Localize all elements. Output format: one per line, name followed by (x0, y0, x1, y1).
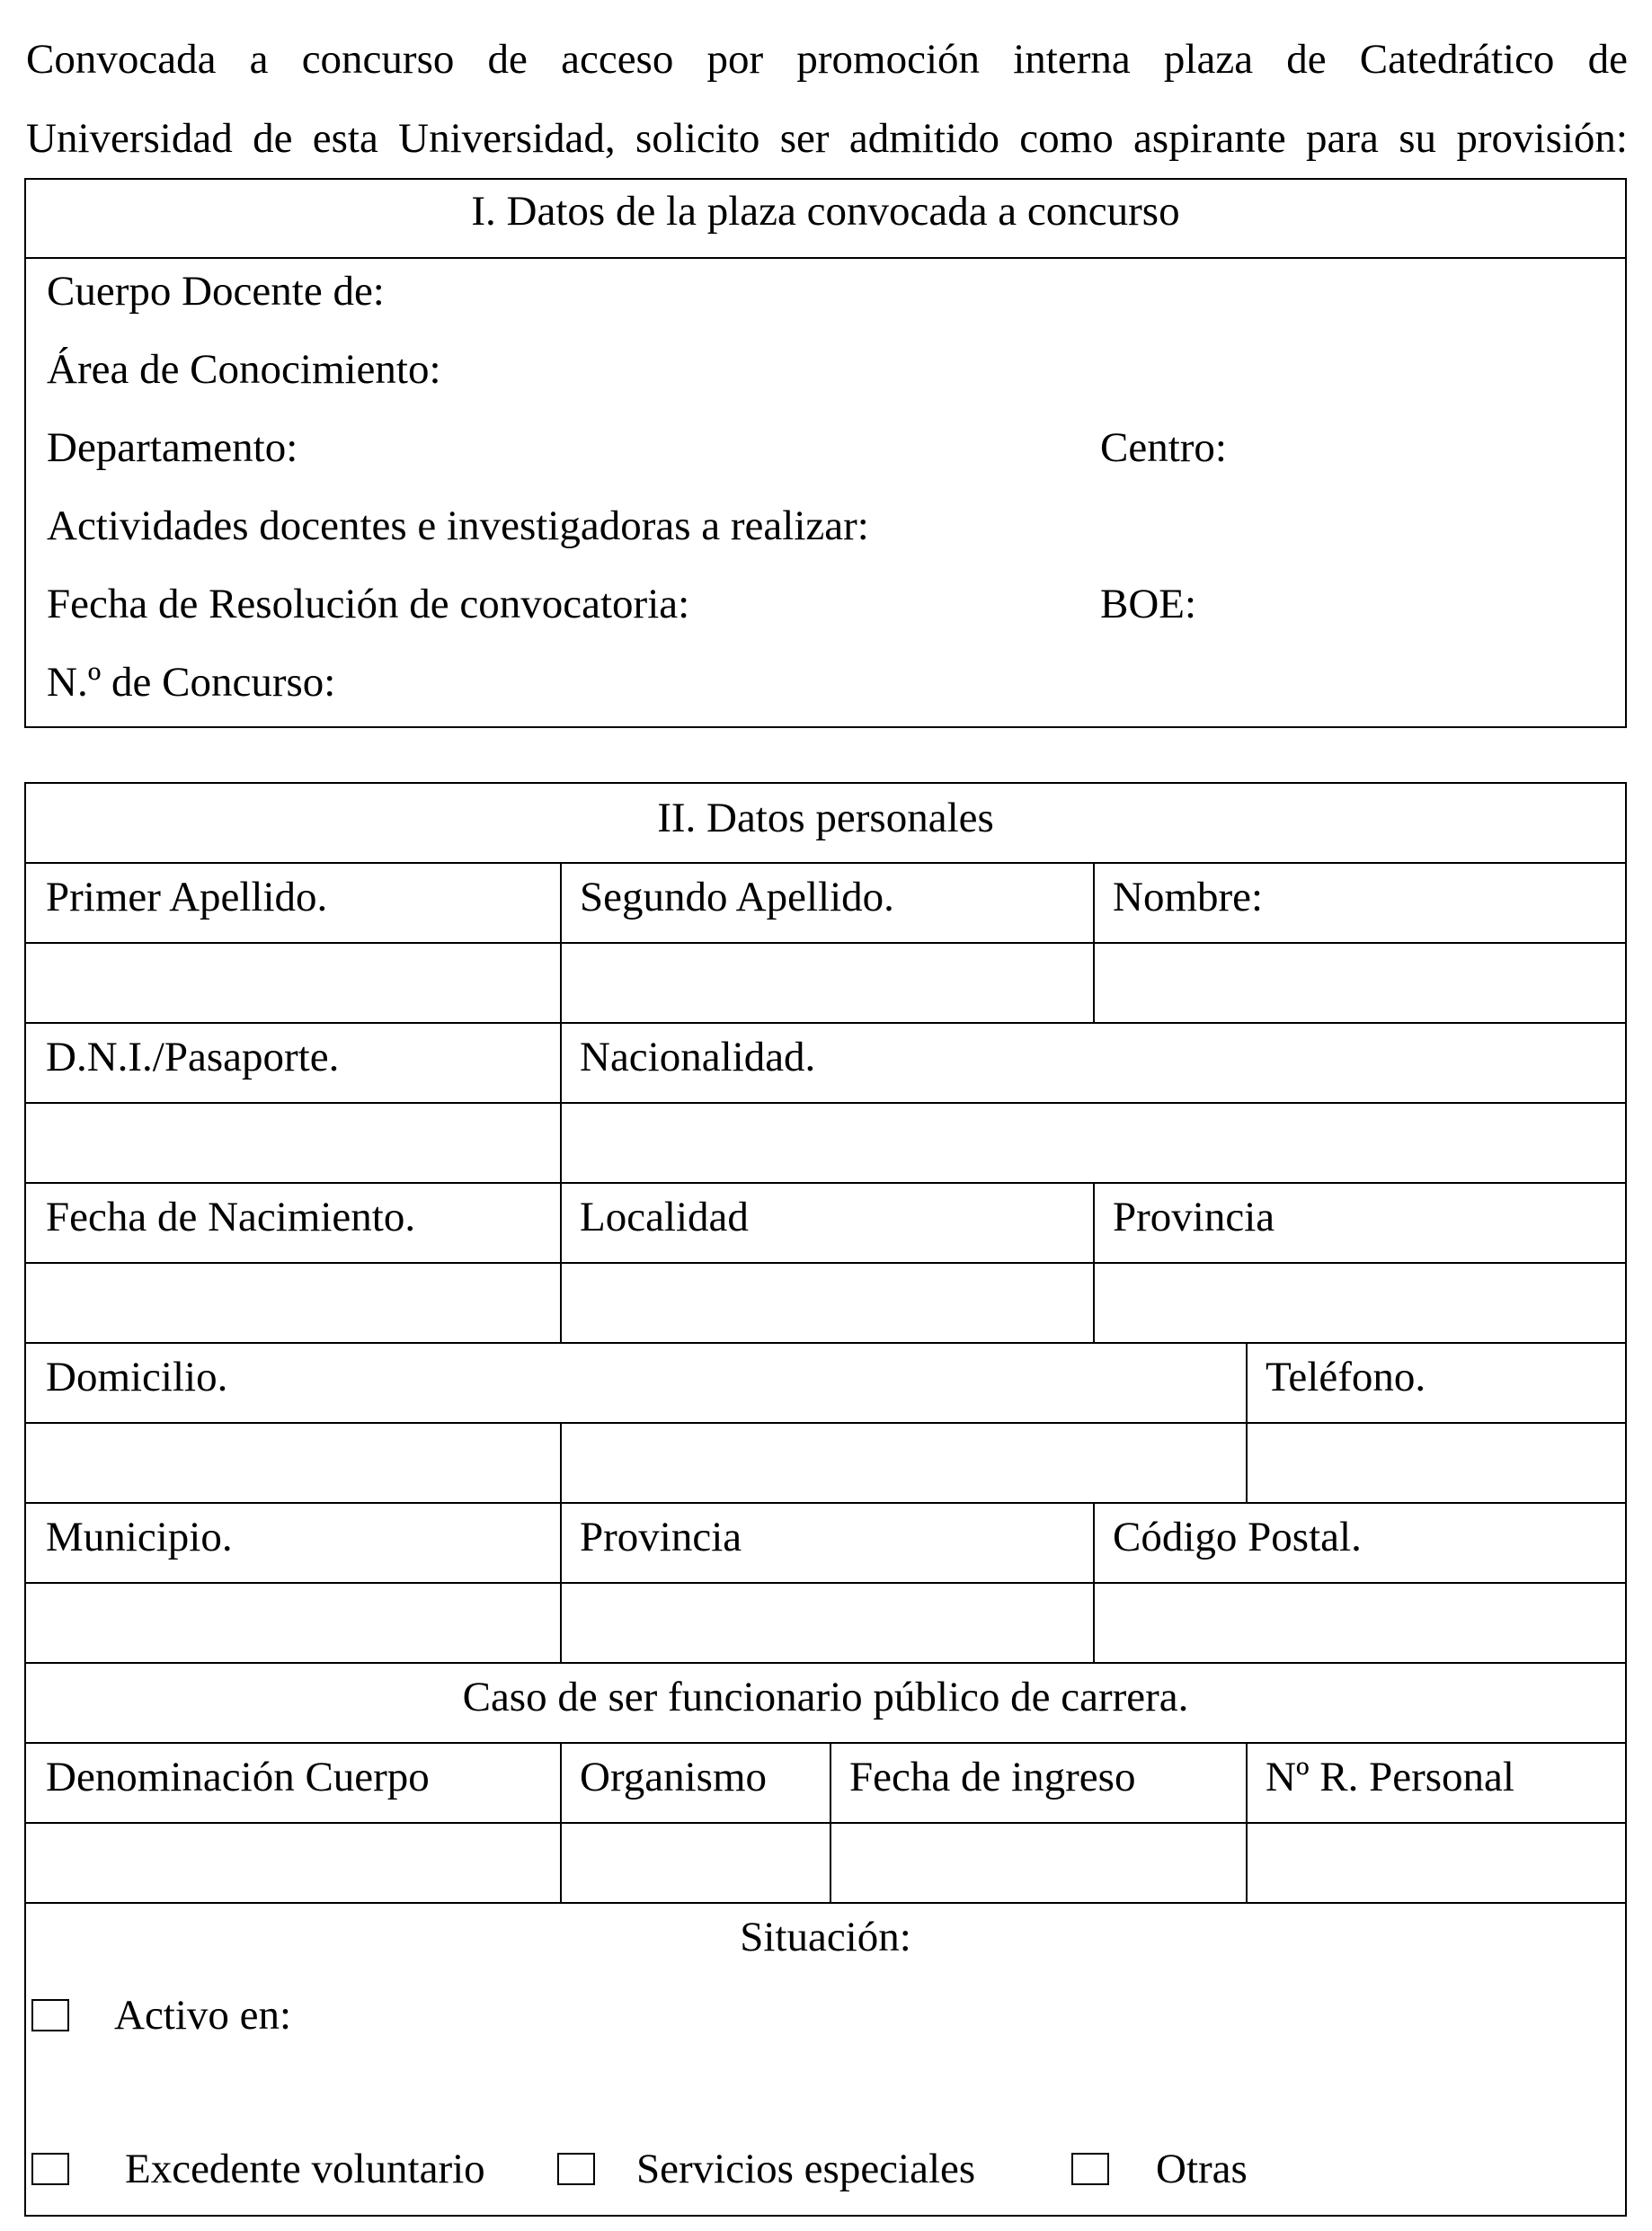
segundo-apellido-field[interactable] (560, 942, 1093, 1022)
telefono-field[interactable] (1246, 1422, 1627, 1502)
telefono-label: Teléfono. (1266, 1354, 1426, 1400)
nacionalidad-label: Nacionalidad. (580, 1034, 816, 1080)
dni-field[interactable] (26, 1102, 560, 1182)
cuerpo-docente-label: Cuerpo Docente de: (47, 268, 385, 315)
nrp-field[interactable] (1246, 1822, 1627, 1902)
denominacion-cuerpo-field[interactable] (26, 1822, 560, 1902)
nombre-label: Nombre: (1113, 874, 1264, 920)
provincia-nacimiento-field[interactable] (1093, 1262, 1627, 1342)
fecha-resolucion-label: Fecha de Resolución de convocatoria: (47, 581, 690, 627)
intro-line-2: Universidad de esta Universidad, solicito ser admitido como aspirante para su provisión: (26, 115, 1628, 162)
section-plaza-box (24, 178, 1627, 728)
situacion-label: Situación: (740, 1914, 911, 1960)
localidad-label: Localidad (580, 1194, 749, 1240)
provincia-domicilio-label: Provincia (580, 1514, 742, 1560)
intro-paragraph (26, 20, 1628, 178)
municipio-field[interactable] (26, 1582, 560, 1662)
departamento-label: Departamento: (47, 424, 298, 471)
activo-checkbox[interactable] (31, 1999, 69, 2031)
servicios-especiales-label: Servicios especiales (636, 2146, 976, 2192)
funcionario-title: Caso de ser funcionario público de carrera. (462, 1674, 1189, 1720)
primer-apellido-field[interactable] (26, 942, 560, 1022)
section-personal-title: II. Datos personales (657, 795, 994, 841)
centro-label: Centro: (1100, 424, 1227, 471)
otras-checkbox[interactable] (1071, 2153, 1109, 2185)
domicilio-field-a[interactable] (26, 1422, 560, 1502)
otras-label: Otras (1156, 2146, 1248, 2192)
domicilio-field-b[interactable] (560, 1422, 1246, 1502)
actividades-label: Actividades docentes e investigadoras a realizar: (47, 502, 869, 549)
excedente-checkbox[interactable] (31, 2153, 69, 2185)
organismo-label: Organismo (580, 1754, 768, 1800)
provincia-nacimiento-label: Provincia (1113, 1194, 1275, 1240)
area-conocimiento-label: Área de Conocimiento: (47, 346, 441, 393)
fecha-nacimiento-field[interactable] (26, 1262, 560, 1342)
fecha-nacimiento-label: Fecha de Nacimiento. (46, 1194, 416, 1240)
dni-label: D.N.I./Pasaporte. (46, 1034, 340, 1080)
fecha-ingreso-label: Fecha de ingreso (849, 1754, 1136, 1800)
servicios-especiales-checkbox[interactable] (557, 2153, 595, 2185)
provincia-domicilio-field[interactable] (560, 1582, 1093, 1662)
localidad-field[interactable] (560, 1262, 1093, 1342)
nombre-field[interactable] (1093, 942, 1627, 1022)
primer-apellido-label: Primer Apellido. (46, 874, 328, 920)
section-plaza-title: I. Datos de la plaza convocada a concurso (26, 180, 1625, 259)
nacionalidad-field[interactable] (560, 1102, 1627, 1182)
fecha-ingreso-field[interactable] (830, 1822, 1246, 1902)
domicilio-label: Domicilio. (46, 1354, 228, 1400)
municipio-label: Municipio. (46, 1514, 233, 1560)
numero-concurso-label: N.º de Concurso: (47, 659, 336, 706)
codigo-postal-field[interactable] (1093, 1582, 1627, 1662)
excedente-label: Excedente voluntario (125, 2146, 485, 2192)
segundo-apellido-label: Segundo Apellido. (580, 874, 894, 920)
codigo-postal-label: Código Postal. (1113, 1514, 1362, 1560)
boe-label: BOE: (1100, 581, 1197, 627)
denominacion-cuerpo-label: Denominación Cuerpo (46, 1754, 430, 1800)
activo-label: Activo en: (114, 1992, 292, 2039)
nrp-label: Nº R. Personal (1266, 1754, 1514, 1800)
intro-line-1: Convocada a concurso de acceso por promoción interna plaza de Catedrático de (26, 36, 1628, 83)
organismo-field[interactable] (560, 1822, 830, 1902)
section-personal-table (24, 782, 1627, 2217)
